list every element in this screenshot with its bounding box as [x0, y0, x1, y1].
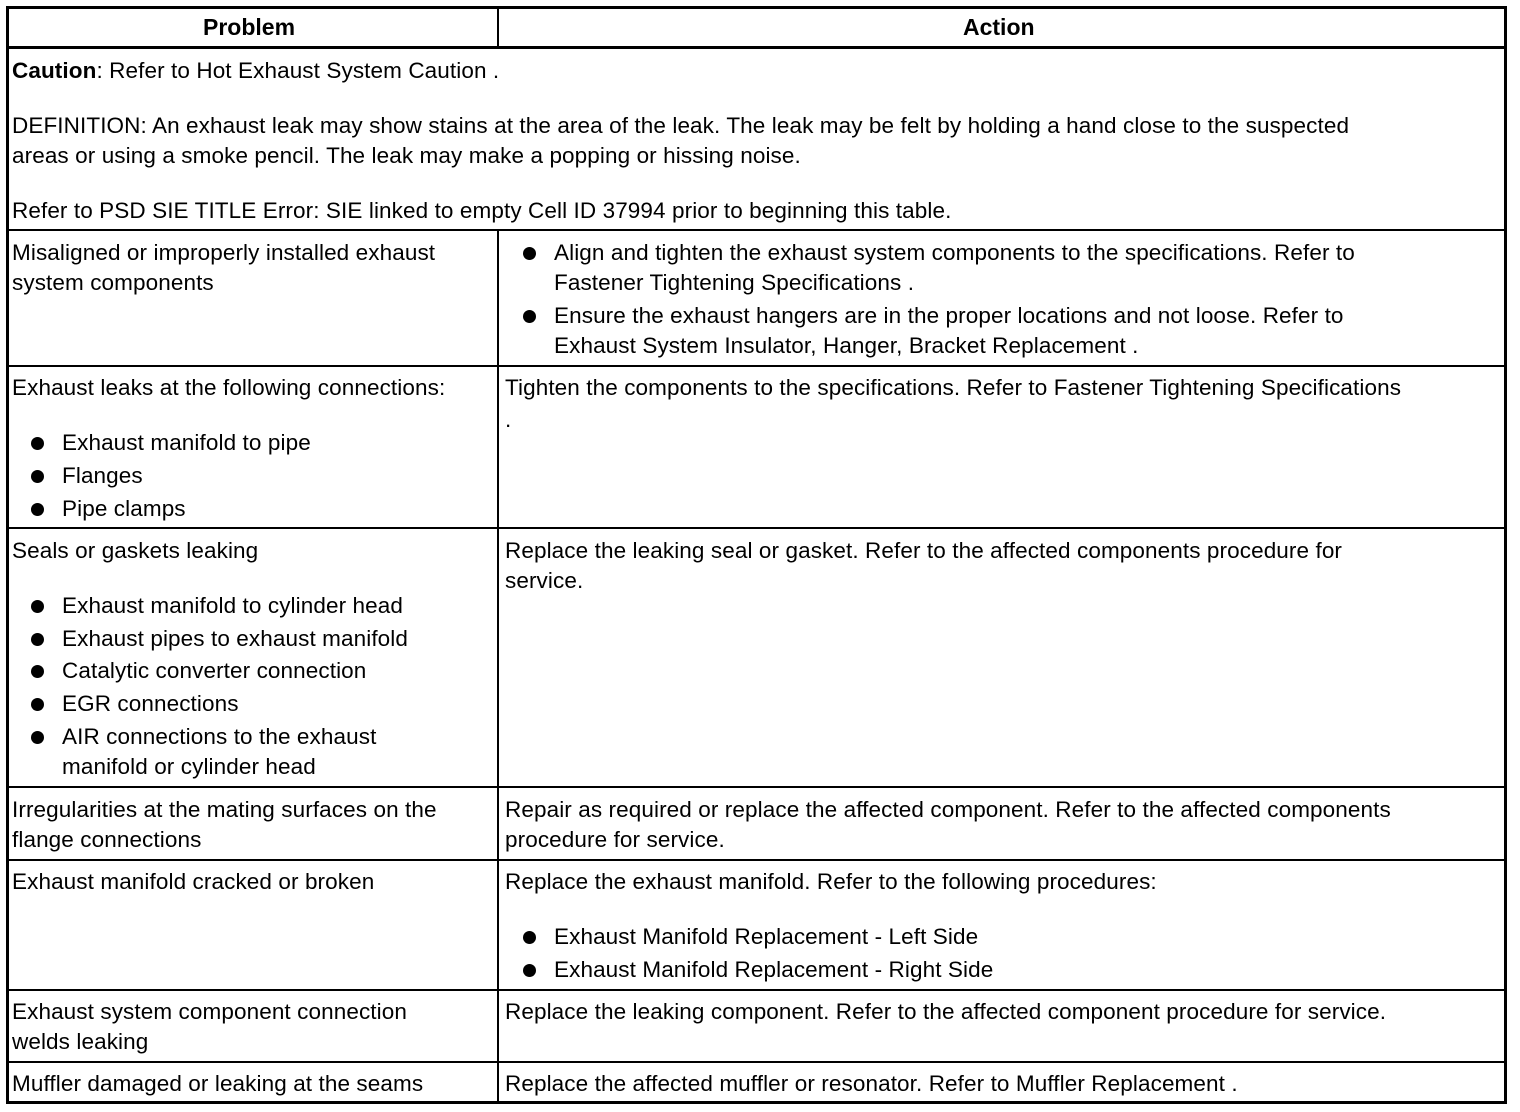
action-text: Replace the exhaust manifold. Refer to the following procedures:	[505, 869, 1157, 894]
problem-bullet: Exhaust manifold to pipe	[62, 430, 311, 455]
problem-text: welds leaking	[12, 1029, 149, 1054]
definition-line-2: areas or using a smoke pencil. The leak may make a popping or hissing noise.	[12, 143, 801, 168]
problem-text: Exhaust manifold cracked or broken	[12, 869, 375, 894]
problem-text: system components	[12, 270, 214, 295]
header-divider	[6, 46, 1507, 49]
caution-text: : Refer to Hot Exhaust System Caution .	[96, 58, 500, 83]
problem-bullet: Pipe clamps	[62, 496, 186, 521]
bullet-icon	[31, 665, 44, 678]
bullet-icon	[523, 931, 536, 944]
bullet-icon	[523, 247, 536, 260]
row-divider	[6, 1061, 1507, 1063]
problem-bullet: Catalytic converter connection	[62, 658, 367, 683]
bullet-icon	[523, 310, 536, 323]
bullet-icon	[31, 600, 44, 613]
bullet-icon	[31, 633, 44, 646]
caution-line	[12, 56, 499, 86]
problem-text: Exhaust leaks at the following connections:	[12, 375, 446, 400]
action-text: Replace the affected muffler or resonator. Refer to Muffler Replacement .	[505, 1071, 1238, 1096]
bullet-icon	[31, 437, 44, 450]
row-divider	[6, 989, 1507, 991]
action-text: Align and tighten the exhaust system components to the specifications. Refer to	[554, 240, 1355, 265]
bullet-icon	[31, 503, 44, 516]
caution-label: Caution	[12, 58, 97, 83]
header-action: Action	[963, 14, 1035, 40]
column-divider	[497, 6, 499, 48]
action-text: Ensure the exhaust hangers are in the proper locations and not loose. Refer to	[554, 303, 1344, 328]
problem-bullet: AIR connections to the exhaust	[62, 724, 377, 749]
action-text: Repair as required or replace the affected component. Refer to the affected components	[505, 797, 1391, 822]
row-divider	[6, 527, 1507, 529]
problem-text: Misaligned or improperly installed exhaust	[12, 240, 436, 265]
problem-bullet: Exhaust pipes to exhaust manifold	[62, 626, 409, 651]
row-divider	[6, 229, 1507, 231]
action-text: Replace the leaking seal or gasket. Refer to the affected components procedure for	[505, 538, 1343, 563]
header-problem: Problem	[203, 14, 296, 40]
bullet-icon	[31, 731, 44, 744]
action-text: .	[505, 407, 512, 432]
action-bullet: Exhaust Manifold Replacement - Right Side	[554, 957, 994, 982]
action-text: Tighten the components to the specifications. Refer to Fastener Tightening Specifications	[505, 375, 1402, 400]
problem-bullet: EGR connections	[62, 691, 239, 716]
row-divider	[6, 786, 1507, 788]
action-bullet: Exhaust Manifold Replacement - Left Side	[554, 924, 979, 949]
problem-text: Muffler damaged or leaking at the seams	[12, 1071, 424, 1096]
action-text: procedure for service.	[505, 827, 725, 852]
action-text: Exhaust System Insulator, Hanger, Bracket Replacement .	[554, 333, 1139, 358]
bullet-icon	[31, 470, 44, 483]
problem-bullet: manifold or cylinder head	[62, 754, 316, 779]
problem-text: Seals or gaskets leaking	[12, 538, 259, 563]
bullet-icon	[31, 698, 44, 711]
definition-line-1: DEFINITION: An exhaust leak may show stains at the area of the leak. The leak may be felt by holding a hand close to the suspected	[12, 113, 1350, 138]
action-text: Replace the leaking component. Refer to the affected component procedure for service.	[505, 999, 1387, 1024]
problem-text: Exhaust system component connection	[12, 999, 407, 1024]
problem-text: Irregularities at the mating surfaces on the	[12, 797, 437, 822]
problem-bullet: Exhaust manifold to cylinder head	[62, 593, 403, 618]
problem-bullet: Flanges	[62, 463, 143, 488]
action-text: service.	[505, 568, 584, 593]
refer-line: Refer to PSD SIE TITLE Error: SIE linked to empty Cell ID 37994 prior to beginning this table.	[12, 198, 952, 223]
bullet-icon	[523, 964, 536, 977]
row-divider	[6, 365, 1507, 367]
column-divider	[497, 229, 499, 1104]
problem-text: flange connections	[12, 827, 202, 852]
row-divider	[6, 859, 1507, 861]
action-text: Fastener Tightening Specifications .	[554, 270, 915, 295]
